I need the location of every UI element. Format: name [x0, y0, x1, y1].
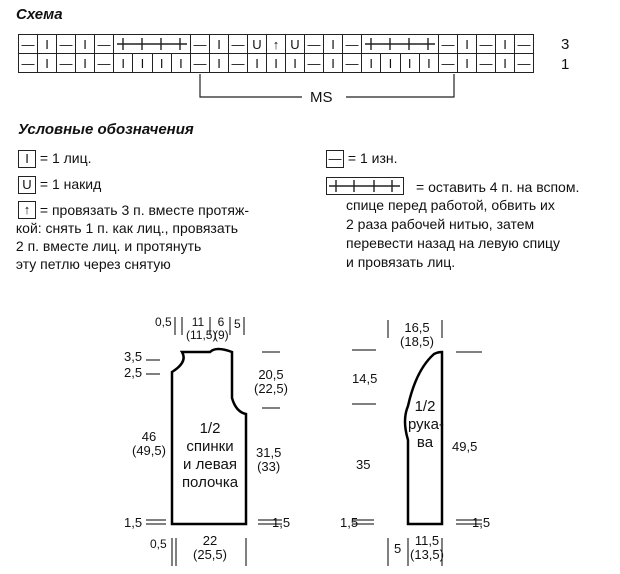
- row1-dash-cell: —: [439, 54, 458, 73]
- knit-symbol-icon: I: [18, 150, 36, 168]
- row3-dash-cell: —: [57, 35, 76, 54]
- body-top-dim-shoulder-value: 11: [191, 315, 205, 329]
- row3-dash-cell: —: [477, 35, 496, 54]
- body-right-dim-side-alt: (33): [257, 459, 281, 474]
- row3-bar-cell: I: [458, 35, 477, 54]
- legend-decrease-line-2: кой: снять 1 п. как лиц., провязать: [15, 220, 239, 236]
- body-left-dim-length: [132, 430, 166, 458]
- legend-decrease-line-3: 2 п. вместе лиц. и протянуть: [15, 238, 202, 254]
- decrease-symbol-icon: ↑: [18, 201, 36, 219]
- yarn-over-symbol-icon: U: [18, 176, 36, 194]
- sleeve-top-dim-alt: (18,5): [400, 334, 434, 349]
- row3-yo-cell: U: [286, 35, 305, 54]
- row-number-3: 3: [561, 36, 570, 53]
- row1-bar-cell: I: [496, 54, 515, 73]
- body-left-dim-length-alt: (49,5): [132, 443, 166, 458]
- row1-bar-cell: I: [133, 54, 152, 73]
- body-right-dim-armhole: [254, 368, 288, 396]
- row1-bar-cell: I: [152, 54, 171, 73]
- body-left-dim-hem: 1,5: [124, 515, 143, 530]
- body-top-dim-shoulder-alt: (11,5): [186, 328, 217, 342]
- row1-bar-cell: I: [114, 54, 133, 73]
- body-bottom-dim-edge: 0,5: [150, 537, 167, 551]
- body-top-dim-shoulder-edge: 0,5: [155, 315, 172, 329]
- body-label-line-3: и левая: [183, 456, 237, 473]
- row1-bar-cell: I: [38, 54, 57, 73]
- row3-bar-cell: I: [210, 35, 229, 54]
- legend-title: Условные обозначения: [18, 121, 194, 138]
- row3-bar-cell: I: [76, 35, 95, 54]
- row-number-1: 1: [561, 56, 570, 73]
- repeat-label: MS: [310, 89, 333, 106]
- sleeve-label-line-3: ва: [416, 434, 434, 451]
- row1-bar-cell: I: [419, 54, 438, 73]
- body-label-line-1: 1/2: [199, 420, 221, 437]
- body-bottom-dim-width-value: 22: [202, 533, 218, 548]
- row3-bar-cell: I: [324, 35, 343, 54]
- body-label-line-2: спинки: [186, 438, 234, 455]
- row1-bar-cell: I: [171, 54, 190, 73]
- row3-dash-cell: —: [95, 35, 114, 54]
- legend-cable-line-1: = оставить 4 п. на вспом.: [416, 179, 580, 195]
- body-right-dim-hem: 1,5: [272, 515, 291, 530]
- row1-bar-cell: I: [400, 54, 419, 73]
- sleeve-left-dim-hem: 1,5: [340, 515, 359, 530]
- row3-bar-cell: I: [38, 35, 57, 54]
- row3-bar-cell: I: [496, 35, 515, 54]
- legend-knit-text: = 1 лиц.: [39, 150, 92, 166]
- row1-dash-cell: —: [515, 54, 534, 73]
- sleeve-left-dim-length: 35: [356, 457, 371, 472]
- sleeve-piece-label: [408, 398, 442, 452]
- sleeve-bottom-dim-width: [410, 534, 444, 562]
- body-label-line-4: полочка: [181, 474, 239, 491]
- sleeve-label-line-2: рука-: [408, 416, 444, 433]
- row1-dash-cell: —: [305, 54, 324, 73]
- row1-bar-cell: I: [362, 54, 381, 73]
- body-left-dim-length-value: 46: [141, 429, 157, 444]
- row1-dash-cell: —: [343, 54, 362, 73]
- row1-dash-cell: —: [95, 54, 114, 73]
- row3-dash-cell: —: [343, 35, 362, 54]
- row1-bar-cell: I: [210, 54, 229, 73]
- legend-purl-text: = 1 изн.: [347, 150, 398, 166]
- body-top-dim-front: 5: [234, 317, 241, 331]
- legend-cable-line-3: 2 раза рабочей нитью, затем: [346, 216, 535, 232]
- row1-bar-cell: I: [324, 54, 343, 73]
- body-top-dim-shoulder: [186, 315, 217, 342]
- purl-symbol-icon: —: [326, 150, 344, 168]
- body-left-dim-neck-depth: 3,5: [124, 349, 143, 364]
- row1-dash-cell: —: [477, 54, 496, 73]
- legend-yarn-over-text: = 1 накид: [39, 176, 102, 192]
- row3-dash-cell: —: [515, 35, 534, 54]
- body-right-dim-armhole-alt: (22,5): [254, 381, 288, 396]
- row1-dash-cell: —: [57, 54, 76, 73]
- body-bottom-dim-width: [190, 534, 230, 562]
- row3-dash-cell: —: [439, 35, 458, 54]
- body-top-dim-neck-alt: (9): [214, 328, 229, 342]
- row1-bar-cell: I: [76, 54, 95, 73]
- row1-bar-cell: I: [286, 54, 305, 73]
- sleeve-top-dim: [400, 321, 434, 349]
- legend-decrease-line-1: = провязать 3 п. вместе протяж-: [39, 202, 249, 218]
- body-top-dim-neck-value: 6: [217, 315, 225, 329]
- legend-cable-line-4: перевести назад на левую спицу: [346, 235, 561, 251]
- row1-dash-cell: —: [191, 54, 210, 73]
- legend-cable-line-5: и провязать лиц.: [346, 254, 456, 270]
- legend-decrease-line-4: эту петлю через снятую: [15, 256, 171, 272]
- sleeve-right-dim-hem: 1,5: [472, 515, 491, 530]
- body-top-dim-neck: [214, 316, 228, 342]
- body-right-dim-armhole-value: 20,5: [258, 367, 284, 382]
- row3-dash-cell: —: [305, 35, 324, 54]
- row3-dec-cell: ↑: [267, 35, 286, 54]
- sleeve-right-dim-length: 49,5: [452, 439, 478, 454]
- row1-bar-cell: I: [267, 54, 286, 73]
- row1-dash-cell: —: [229, 54, 248, 73]
- row3-dash-cell: —: [19, 35, 38, 54]
- sleeve-label-line-1: 1/2: [414, 398, 436, 415]
- body-right-dim-side: [256, 446, 281, 474]
- row1-bar-cell: I: [248, 54, 267, 73]
- row1-bar-cell: I: [381, 54, 400, 73]
- sleeve-bottom-dim-width-value: 11,5: [414, 533, 440, 548]
- row1-dash-cell: —: [19, 54, 38, 73]
- row3-yo-cell: U: [248, 35, 267, 54]
- sleeve-bottom-dim-width-alt: (13,5): [410, 547, 444, 562]
- body-piece-label: [178, 420, 242, 492]
- legend-cable-line-2: спице перед работой, обвить их: [346, 197, 555, 213]
- row3-dash-cell: —: [191, 35, 210, 54]
- body-right-dim-side-value: 31,5: [256, 445, 282, 460]
- sleeve-left-dim-cap: 14,5: [352, 371, 378, 386]
- body-left-dim-front-drop: 2,5: [124, 365, 143, 380]
- scheme-title: Схема: [16, 6, 63, 23]
- body-bottom-dim-width-alt: (25,5): [193, 547, 227, 562]
- sleeve-bottom-dim-edge: 5: [394, 541, 402, 556]
- sleeve-top-dim-value: 16,5: [404, 320, 430, 335]
- row1-bar-cell: I: [458, 54, 477, 73]
- row3-dash-cell: —: [229, 35, 248, 54]
